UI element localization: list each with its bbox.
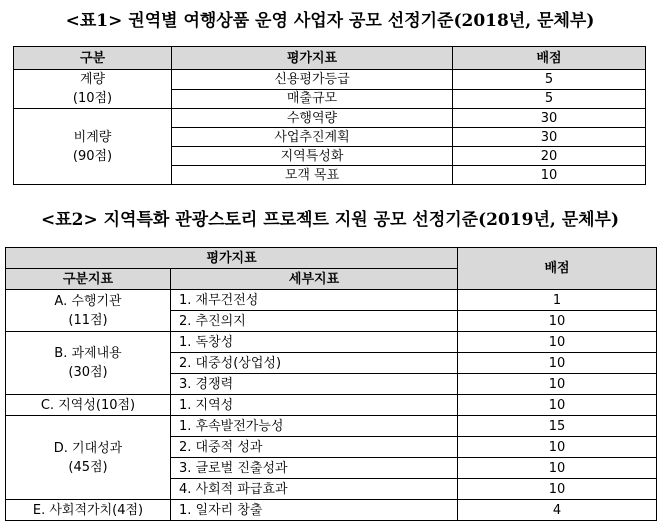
detail-cell: 3. 경쟁력: [171, 374, 458, 395]
indicator-cell: 수행역량: [172, 109, 453, 128]
table2: [5, 247, 657, 521]
group-label: [6, 332, 171, 395]
score-cell: 10: [458, 395, 657, 416]
table2-title: <표2> 지역특화 관광스토리 프로젝트 지원 공모 선정기준(2019년, 문체부): [40, 210, 620, 230]
table-row: [14, 70, 646, 90]
header-category: 구분: [14, 47, 172, 70]
indicator-cell: 지역특성화: [172, 147, 453, 166]
score-cell: 10: [458, 353, 657, 374]
header-score: 배점: [453, 47, 646, 70]
table-row: [14, 109, 646, 128]
detail-cell: 1. 지역성: [171, 395, 458, 416]
table2-header-row: [6, 248, 657, 269]
detail-cell: 1. 일자리 창출: [171, 500, 458, 521]
group-label: [6, 395, 171, 416]
score-cell: 10: [458, 374, 657, 395]
group-label: [14, 70, 172, 109]
score-cell: 10: [458, 332, 657, 353]
group-label-line: 비계량: [73, 129, 112, 145]
group-label-line: A. 수행기관: [54, 293, 122, 309]
score-cell: 30: [453, 109, 646, 128]
group-label-line: (30점): [68, 365, 108, 380]
score-cell: 1: [458, 290, 657, 311]
header-indicator: 평가지표: [172, 47, 453, 70]
score-cell: 10: [458, 479, 657, 500]
score-cell: 10: [453, 166, 646, 185]
table1-header-row: [14, 47, 646, 70]
score-cell: 20: [453, 147, 646, 166]
table1: [13, 46, 646, 185]
score-cell: 15: [458, 416, 657, 437]
score-cell: 5: [453, 89, 646, 109]
detail-cell: 1. 재무건전성: [171, 290, 458, 311]
table-row: [6, 290, 657, 311]
table-row: [6, 500, 657, 521]
group-label: [6, 500, 171, 521]
header-score: 배점: [458, 248, 657, 290]
table1-title: <표1> 권역별 여행상품 운영 사업자 공모 선정기준(2018년, 문체부): [65, 11, 595, 31]
group-label-line: D. 기대성과: [53, 440, 123, 456]
table-row: [6, 416, 657, 437]
table-row: [6, 332, 657, 353]
group-label: [6, 416, 171, 500]
group-label: [14, 109, 172, 185]
group-label: [6, 290, 171, 332]
score-cell: 30: [453, 128, 646, 147]
detail-cell: 2. 대중성(상업성): [171, 353, 458, 374]
detail-cell: 4. 사회적 파급효과: [171, 479, 458, 500]
table-row: [6, 395, 657, 416]
detail-cell: 3. 글로벌 진출성과: [171, 458, 458, 479]
group-label-line: (90점): [72, 148, 113, 164]
group-label-line: (11점): [68, 312, 108, 328]
score-cell: 10: [458, 437, 657, 458]
detail-cell: 1. 후속발전가능성: [171, 416, 458, 437]
group-label-line: (10점): [72, 91, 113, 106]
group-label-line: E. 사회적가치(4점): [32, 502, 144, 518]
detail-cell: 2. 추진의지: [171, 311, 458, 332]
header-category-indicator: 구분지표: [6, 269, 171, 290]
group-label-line: B. 과제내용: [54, 346, 122, 361]
detail-cell: 1. 독창성: [171, 332, 458, 353]
score-cell: 4: [458, 500, 657, 521]
indicator-cell: 신용평가등급: [172, 70, 453, 90]
score-cell: 10: [458, 311, 657, 332]
indicator-cell: 사업추진계획: [172, 128, 453, 147]
score-cell: 5: [453, 70, 646, 90]
group-label-line: (45점): [68, 459, 108, 475]
group-label-line: C. 지역성(10점): [40, 397, 136, 413]
group-label-line: 계량: [79, 72, 106, 87]
score-cell: 10: [458, 458, 657, 479]
indicator-cell: 매출규모: [172, 89, 453, 109]
header-detail-indicator: 세부지표: [171, 269, 458, 290]
detail-cell: 2. 대중적 성과: [171, 437, 458, 458]
header-indicator: 평가지표: [6, 248, 458, 269]
indicator-cell: 모객 목표: [172, 166, 453, 185]
